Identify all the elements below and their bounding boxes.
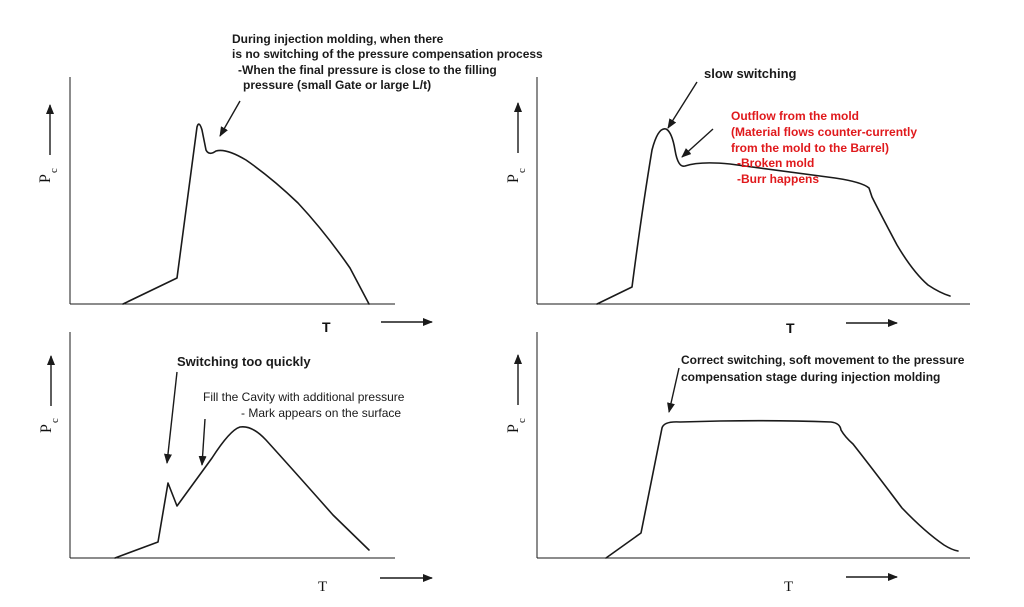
annotation-line-1: During injection molding, when there <box>232 32 444 46</box>
y-axis-subscript: c <box>49 418 61 423</box>
x-axis-label: T <box>318 579 328 595</box>
quick-switch-arrow <box>167 372 177 463</box>
panel-bottom-left <box>38 332 432 595</box>
y-axis-label: P <box>505 424 522 433</box>
y-axis-label: P <box>38 424 55 433</box>
panel-top-left <box>37 32 543 335</box>
y-axis-subscript: c <box>48 168 60 173</box>
annotation-line-2: compensation stage during injection molding <box>681 370 941 384</box>
pressure-curve <box>123 124 369 304</box>
extra-pressure-arrow <box>202 419 205 465</box>
annotation-red-line-3: from the mold to the Barrel) <box>731 141 890 155</box>
annotation-line-1: Fill the Cavity with additional pressure <box>203 390 405 404</box>
annotation-line-3: -When the final pressure is close to the filling <box>238 63 497 77</box>
annotation-arrow <box>220 101 240 136</box>
annotation-red-line-4: -Broken mold <box>737 156 815 170</box>
y-axis-label: P <box>37 174 54 183</box>
panel-bottom-right <box>505 332 970 595</box>
pressure-curve <box>606 421 958 558</box>
panel-top-right <box>505 66 970 336</box>
annotation-red-line-5: -Burr happens <box>737 172 820 186</box>
slow-switching-arrow <box>668 82 697 128</box>
annotation-red-line-2: (Material flows counter-currently <box>731 125 918 139</box>
annotation-red-line-1: Outflow from the mold <box>731 109 859 123</box>
pressure-curve <box>115 427 369 558</box>
y-axis-label: P <box>505 174 522 183</box>
annotation-line-2: is no switching of the pressure compensation process <box>232 47 543 61</box>
x-axis-label: T <box>784 579 794 595</box>
annotation-line-2: - Mark appears on the surface <box>241 406 402 420</box>
annotation-line-4: pressure (small Gate or large L/t) <box>243 78 432 92</box>
annotation-title: slow switching <box>704 66 797 81</box>
annotation-line-1: Correct switching, soft movement to the pressure <box>681 353 965 367</box>
x-axis-label: T <box>786 320 795 336</box>
y-axis-subscript: c <box>516 168 528 173</box>
x-axis-label: T <box>322 319 331 335</box>
y-axis-subscript: c <box>516 418 528 423</box>
correct-switch-arrow <box>669 368 679 412</box>
annotation-title: Switching too quickly <box>177 354 311 369</box>
outflow-arrow <box>682 129 713 157</box>
